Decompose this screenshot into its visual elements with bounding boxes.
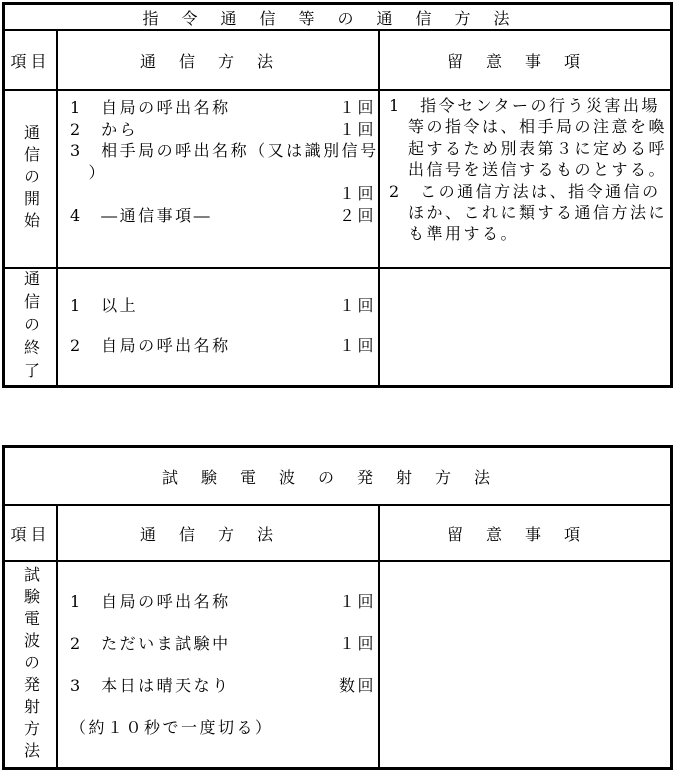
method-line [70,663,376,705]
method-line [70,324,376,364]
method-line [70,96,376,118]
method-count: １回 [338,98,376,118]
method-text: （約１０秒で一度切る） [70,717,274,737]
table1-header-item: 項目 [5,31,58,91]
method-text: 2 自局の呼出名称 [70,335,231,355]
table2-header-item: 項目 [5,506,58,562]
table1-row2-notes-cell [380,269,670,385]
method-text: ） [70,162,108,182]
table2-row1-item-label: 試験電波の発射方法 [21,565,41,764]
table1-row1-item-label: 通信の開始 [21,124,41,234]
table1-row1-method-cell [58,91,380,269]
note-line: も準用する。 [408,224,520,244]
method-line [70,705,376,747]
method-count: １回 [338,591,376,611]
method-count: １回 [338,119,376,139]
method-text: 3 本日は晴天なり [70,675,231,695]
method-text: 3 相手局の呼出名称（又は識別信号 [70,141,379,161]
table2-header-notes: 留意事項 [380,506,670,562]
method-count: １回 [338,335,376,355]
method-count: １回 [338,184,376,204]
table1-header-method: 通信方法 [58,31,380,91]
method-line [70,204,376,226]
method-text: 1 以上 [70,295,139,315]
note-line: ほか、これに類する通信方法に [408,202,668,222]
method-text: 4 ―通信事項― [70,205,213,225]
method-text: 1 自局の呼出名称 [70,591,231,611]
method-line [70,118,376,140]
table1-row2-item-cell [5,269,58,385]
note-line: 等の指令は、相手局の注意を喚 [408,117,668,137]
table2-row1-item-cell [5,562,58,767]
method-text: 2 から [70,119,139,139]
method-line [70,161,376,183]
note-line: 出信号を送信するものとする。 [408,160,668,180]
method-count: 数回 [338,675,376,695]
method-count: ２回 [338,205,376,225]
table1-row2-method-cell [58,269,380,385]
table2-title: 試験電波の発射方法 [5,448,670,506]
table1-title: 指令通信等の通信方法 [5,5,670,31]
method-text: 2 ただいま試験中 [70,633,231,653]
note-line: 起するため別表第３に定める呼 [408,138,668,158]
table1-header-notes: 留意事項 [380,31,670,91]
table2-row1-notes-cell [380,562,670,767]
method-text: 1 自局の呼出名称 [70,98,231,118]
table2-header-method: 通信方法 [58,506,380,562]
method-line [70,579,376,621]
method-line [70,621,376,663]
method-line [70,139,379,161]
method-line [70,284,376,324]
note-line: 2 この通信方法は、指令通信の [389,181,661,201]
table1-row1-notes-cell [380,91,670,269]
table1-row2-item-label: 通信の終了 [21,269,41,385]
table2-row1-method-cell [58,562,380,767]
method-line [70,182,376,204]
method-count: １回 [338,633,376,653]
table1-row1-item-cell [5,91,58,269]
method-count: １回 [338,295,376,315]
test-wave-table [2,445,673,770]
note-line: 1 指令センターの行う災害出場 [389,96,661,115]
command-communication-table [2,2,673,388]
